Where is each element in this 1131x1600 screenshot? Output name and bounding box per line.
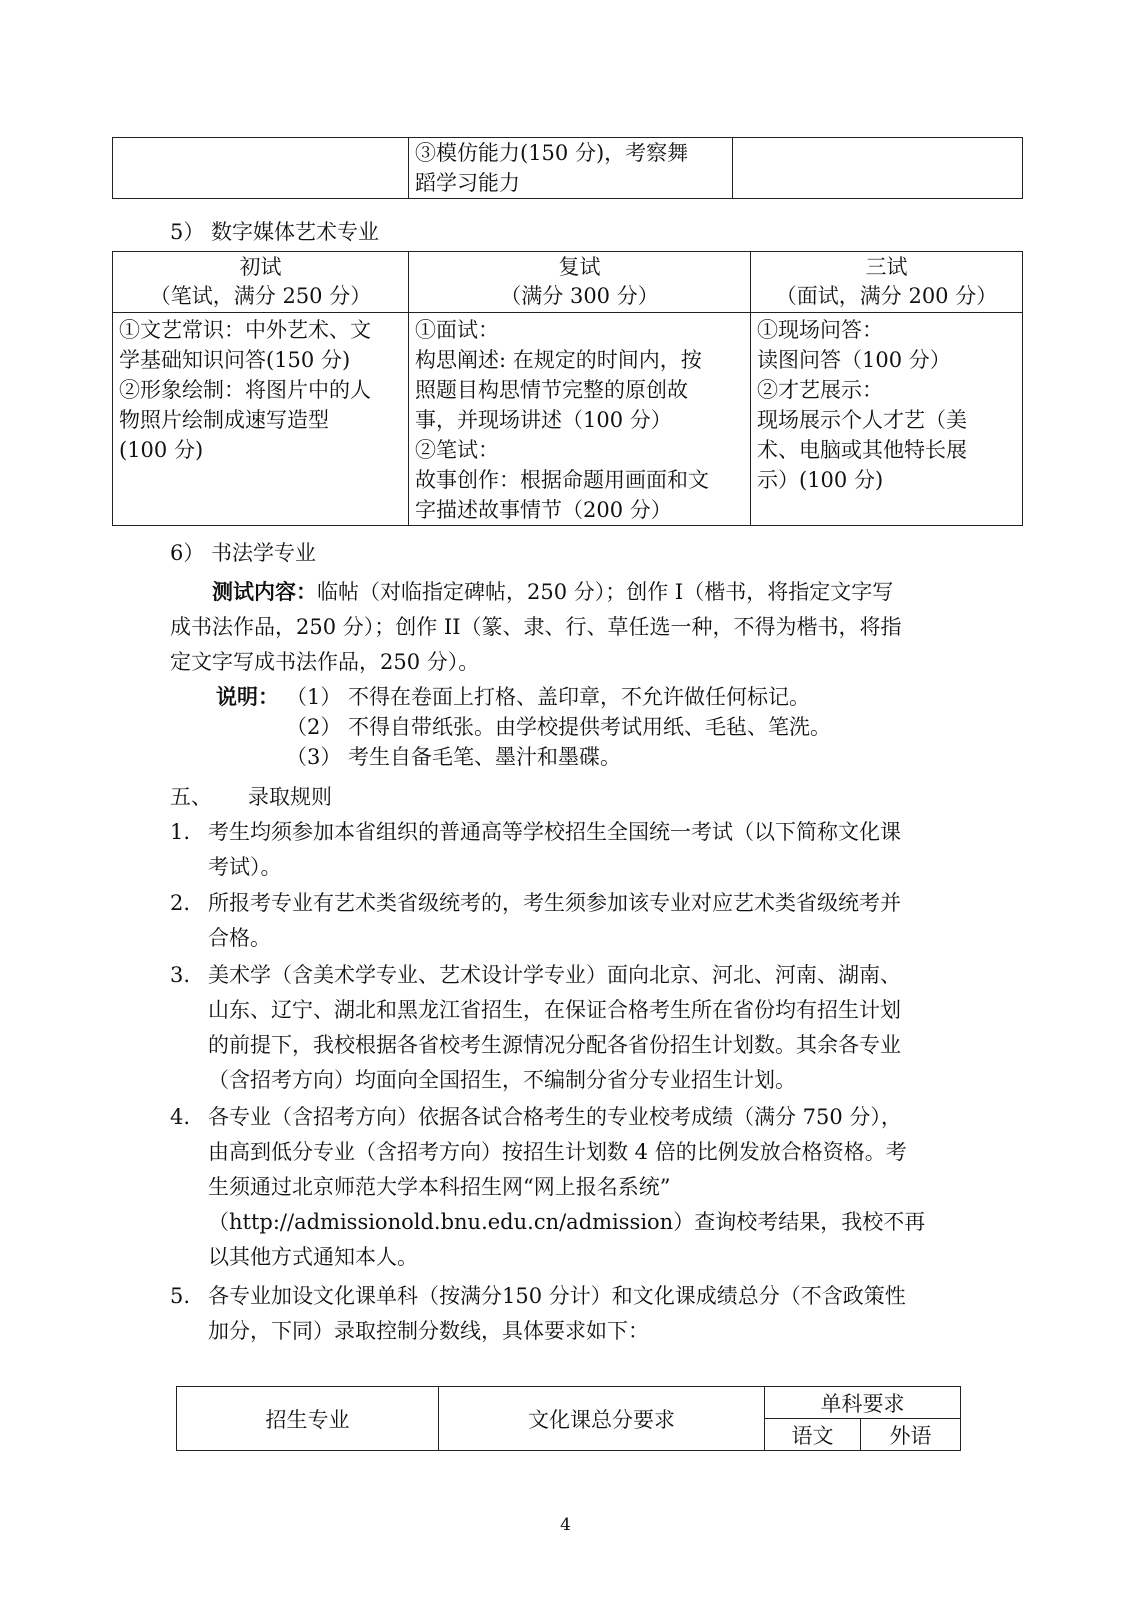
list-item-number: 2.	[170, 891, 191, 915]
cell-line: (100 分)	[119, 438, 204, 462]
cell-line: ①面试：	[415, 318, 499, 342]
header-subtitle: （满分 300 分）	[500, 284, 659, 308]
table-cell	[409, 138, 733, 199]
header-subtitle: （面试，满分 200 分）	[775, 284, 998, 308]
list-item-number: 3.	[170, 963, 191, 987]
header-total-score: 文化课总分要求	[439, 1387, 765, 1451]
test-content-line: 成书法作品，250 分）；创作 II（篆、隶、行、草任选一种，不得为楷书，将指	[170, 615, 902, 639]
cell-line: ①现场问答：	[757, 318, 883, 342]
list-item-line: 考试）。	[208, 855, 282, 879]
list-item-line: （含招考方向）均面向全国招生，不编制分省分专业招生计划。	[208, 1068, 796, 1092]
section-heading-calligraphy: 6） 书法学专业	[170, 541, 317, 565]
admission-score-table	[176, 1386, 961, 1451]
cell-line: ①文艺常识：中外艺术、文	[119, 318, 371, 342]
header-foreign-language: 外语	[861, 1419, 961, 1451]
list-item-line: 各专业（含招考方向）依据各试合格考生的专业校考成绩（满分 750 分），	[208, 1105, 902, 1129]
page-number: 4	[560, 1515, 571, 1535]
list-item-number: 4.	[170, 1105, 191, 1129]
header-title: 复试	[558, 255, 601, 279]
note-item: （2） 不得自带纸张。由学校提供考试用纸、毛毡、笔洗。	[286, 715, 832, 739]
list-item-line: 山东、辽宁、湖北和黑龙江省招生，在保证合格考生所在省份均有招生计划	[208, 998, 901, 1022]
test-content-label: 测试内容：	[212, 579, 317, 604]
list-item-number: 1.	[170, 820, 191, 844]
section-title: 录取规则	[248, 785, 332, 809]
header-chinese: 语文	[765, 1419, 861, 1451]
table-row	[113, 138, 1023, 199]
list-item-line: 加分，下同）录取控制分数线，具体要求如下：	[208, 1319, 649, 1343]
section-heading-digital-media: 5） 数字媒体艺术专业	[170, 220, 380, 244]
list-item-line: 生须通过北京师范大学本科招生网“网上报名系统”	[208, 1175, 671, 1199]
header-major: 招生专业	[177, 1387, 439, 1451]
list-item-line: （http://admissionold.bnu.edu.cn/admission）查询校考结果，我校不再	[208, 1210, 926, 1234]
cell-line: 学基础知识问答(150 分)	[119, 348, 351, 372]
test-content-line	[212, 576, 893, 608]
cell-line: 物照片绘制成速写造型	[119, 408, 329, 432]
digital-media-exam-table	[112, 251, 1023, 526]
note-item: （1） 不得在卷面上打格、盖印章，不允许做任何标记。	[286, 685, 811, 709]
list-item-line: 所报考专业有艺术类省级统考的，考生须参加该专业对应艺术类省级统考并	[208, 891, 901, 915]
header-single-subject: 单科要求	[765, 1387, 961, 1419]
cell-line: 构思阐述: 在规定的时间内，按	[415, 348, 702, 372]
table-header-row	[177, 1387, 961, 1419]
table-row	[113, 313, 1023, 526]
list-item-line: 考生均须参加本省组织的普通高等学校招生全国统一考试（以下简称文化课	[208, 820, 901, 844]
header-second-exam	[409, 252, 751, 313]
cell-line: ②形象绘制：将图片中的人	[119, 378, 371, 402]
note-item: （3） 考生自备毛笔、墨汁和墨碟。	[286, 745, 622, 769]
cell-line: 事，并现场讲述（100 分）	[415, 408, 672, 432]
cell-line: 蹈学习能力	[415, 171, 520, 195]
cell-line: 读图问答（100 分）	[757, 348, 951, 372]
header-subtitle: （笔试，满分 250 分）	[149, 284, 372, 308]
test-content-line: 定文字写成书法作品，250 分）。	[170, 650, 480, 674]
test-content-text: 临帖（对临指定碑帖，250 分）；创作 I（楷书，将指定文字写	[317, 580, 894, 604]
list-item-line: 各专业加设文化课单科（按满分150 分计）和文化课成绩总分（不含政策性	[208, 1284, 906, 1308]
cell-line: 故事创作：根据命题用画面和文	[415, 468, 709, 492]
cell-line: 现场展示个人才艺（美	[757, 408, 967, 432]
list-item-line: 美术学（含美术学专业、艺术设计学专业）面向北京、河北、河南、湖南、	[208, 963, 901, 987]
table-cell	[113, 138, 409, 199]
list-item-line: 以其他方式通知本人。	[208, 1245, 418, 1269]
note-label: 说明：	[216, 684, 279, 709]
section-number: 五、	[170, 785, 212, 809]
table-header-row	[113, 252, 1023, 313]
list-item-line: 的前提下，我校根据各省校考生源情况分配各省份招生计划数。其余各专业	[208, 1033, 901, 1057]
cell-line: 术、电脑或其他特长展	[757, 438, 967, 462]
list-item-number: 5.	[170, 1284, 191, 1308]
table-cell	[733, 138, 1023, 199]
first-exam-content	[113, 313, 409, 526]
cell-line: 示）(100 分)	[757, 468, 884, 492]
cell-line: ③模仿能力(150 分)，考察舞	[415, 141, 689, 165]
cell-line: ②笔试：	[415, 438, 499, 462]
header-first-exam	[113, 252, 409, 313]
list-item-line: 由高到低分专业（含招考方向）按招生计划数 4 倍的比例发放合格资格。考	[208, 1140, 907, 1164]
dance-requirements-table-continuation	[112, 137, 1023, 199]
second-exam-content	[409, 313, 751, 526]
cell-line: 字描述故事情节（200 分）	[415, 498, 672, 522]
header-third-exam	[751, 252, 1023, 313]
cell-line: 照题目构思情节完整的原创故	[415, 378, 688, 402]
third-exam-content	[751, 313, 1023, 526]
header-title: 三试	[865, 255, 908, 279]
list-item-line: 合格。	[208, 926, 271, 950]
cell-line: ②才艺展示：	[757, 378, 883, 402]
header-title: 初试	[239, 255, 282, 279]
